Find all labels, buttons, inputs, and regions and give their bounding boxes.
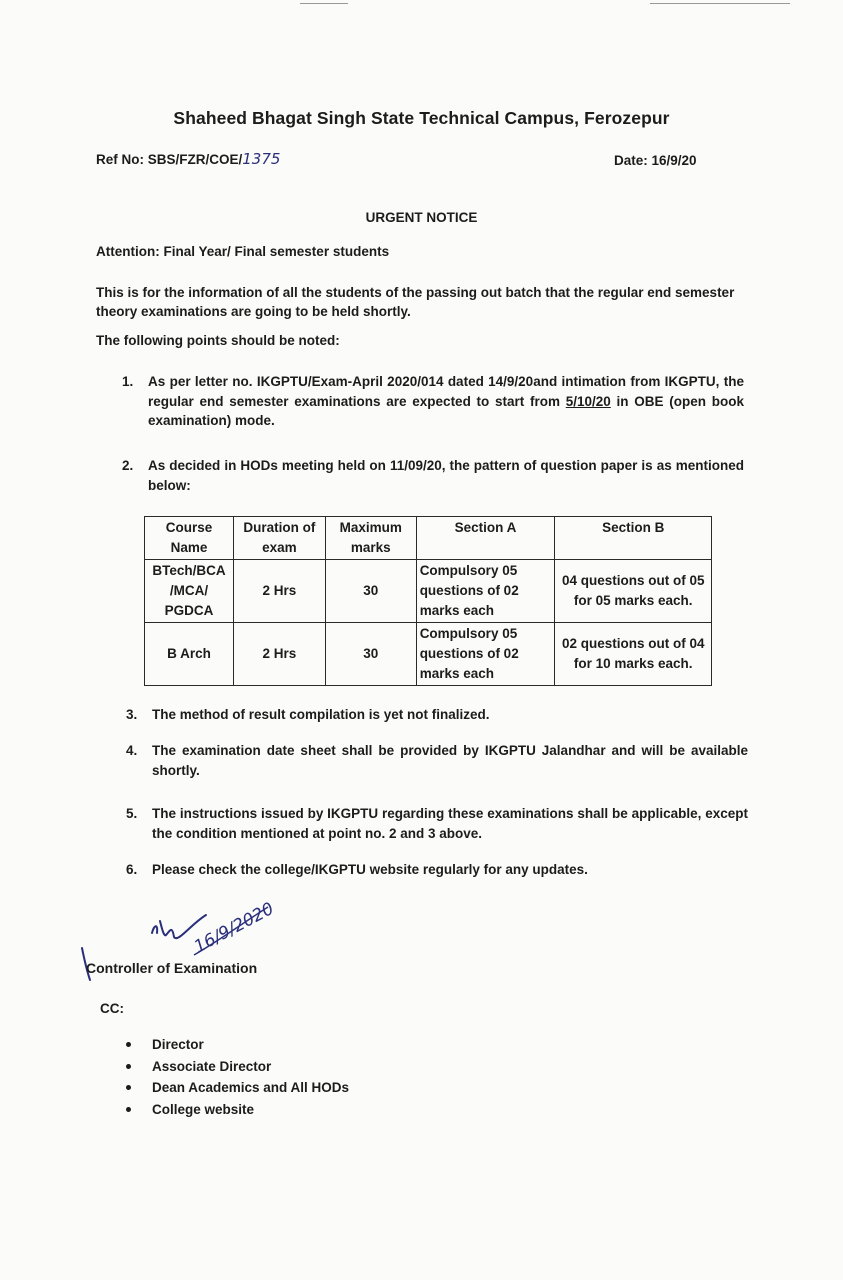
cc-label: CC: <box>100 1001 124 1016</box>
point-number: 3. <box>126 707 138 722</box>
point-text: The method of result compilation is yet not finalized. <box>152 707 490 722</box>
column-header: Maximum marks <box>325 517 416 560</box>
point-text: The examination date sheet shall be provided by IKGPTU Jalandhar and will be available shortly. <box>152 743 748 778</box>
question-paper-pattern-table <box>144 516 712 686</box>
table-row <box>145 560 712 623</box>
column-header: Course Name <box>145 517 234 560</box>
points-intro: The following points should be noted: <box>96 333 340 348</box>
section-a-cell: Compulsory 05 questions of 02 marks each <box>416 623 555 686</box>
course-cell: B Arch <box>145 623 234 686</box>
point-number: 5. <box>126 806 138 821</box>
handwritten-signature <box>140 885 290 970</box>
point-number: 1. <box>122 374 134 389</box>
attention-line: Attention: Final Year/ Final semester students <box>96 244 390 259</box>
top-edge-mark <box>650 3 790 4</box>
marks-cell: 30 <box>325 560 416 623</box>
section-b-cell: 02 questions out of 04 for 10 marks each. <box>555 623 712 686</box>
column-header: Section B <box>555 517 712 560</box>
list-item: Dean Academics and All HODs <box>122 1077 349 1099</box>
list-item: College website <box>122 1099 349 1121</box>
course-cell: BTech/BCA /MCA/ PGDCA <box>145 560 234 623</box>
column-header: Section A <box>416 517 555 560</box>
point-number: 6. <box>126 862 138 877</box>
list-item <box>126 804 748 844</box>
list-item <box>122 456 744 496</box>
section-a-cell: Compulsory 05 questions of 02 marks each <box>416 560 555 623</box>
list-item <box>122 372 744 432</box>
list-item <box>126 860 748 882</box>
ref-label: Ref No: SBS/FZR/COE/ <box>96 152 243 167</box>
institution-title: Shaheed Bhagat Singh State Technical Campus, Ferozepur <box>173 108 670 128</box>
section-b-cell: 04 questions out of 05 for 05 marks each. <box>555 560 712 623</box>
duration-cell: 2 Hrs <box>233 623 325 686</box>
notice-date: Date: 16/9/20 <box>614 153 697 168</box>
table-row <box>145 623 712 686</box>
point-number: 2. <box>122 458 134 473</box>
list-item: Director <box>122 1034 349 1056</box>
marks-cell: 30 <box>325 623 416 686</box>
point-text: As decided in HODs meeting held on 11/09/20, the pattern of question paper is as mentioned below: <box>148 458 744 493</box>
notice-title: URGENT NOTICE <box>365 210 478 225</box>
cc-list <box>122 1034 349 1120</box>
point-text: Please check the college/IKGPTU website regularly for any updates. <box>152 862 588 877</box>
column-header: Duration of exam <box>233 517 325 560</box>
start-date: 5/10/20 <box>565 393 611 409</box>
signatory-designation: Controller of Examination <box>86 960 258 976</box>
point-number: 4. <box>126 743 138 758</box>
list-item <box>126 741 748 781</box>
duration-cell: 2 Hrs <box>233 560 325 623</box>
signature-scribble-icon <box>140 885 290 965</box>
point-text: The instructions issued by IKGPTU regarding these examinations shall be applicable, except the condition mentioned at point no. 2 and 3 above. <box>152 806 748 841</box>
list-item: Associate Director <box>122 1056 349 1078</box>
table-header-row <box>145 517 712 560</box>
point-text: As per letter no. IKGPTU/Exam-April 2020/014 dated 14/9/20and intimation from IKGPTU, the regular end semester examinations are expected to start from 5/10/20 in OBE (open book examination) mode. <box>148 374 744 428</box>
handwritten-date: 16/9/2020 <box>190 898 278 958</box>
intro-paragraph: This is for the information of all the students of the passing out batch that the regular end semester theory examinations are going to be held shortly. <box>96 285 735 319</box>
ref-number-handwritten: 1375 <box>242 150 281 168</box>
reference-number <box>96 150 280 168</box>
top-edge-mark <box>300 3 348 4</box>
list-item <box>126 705 748 727</box>
